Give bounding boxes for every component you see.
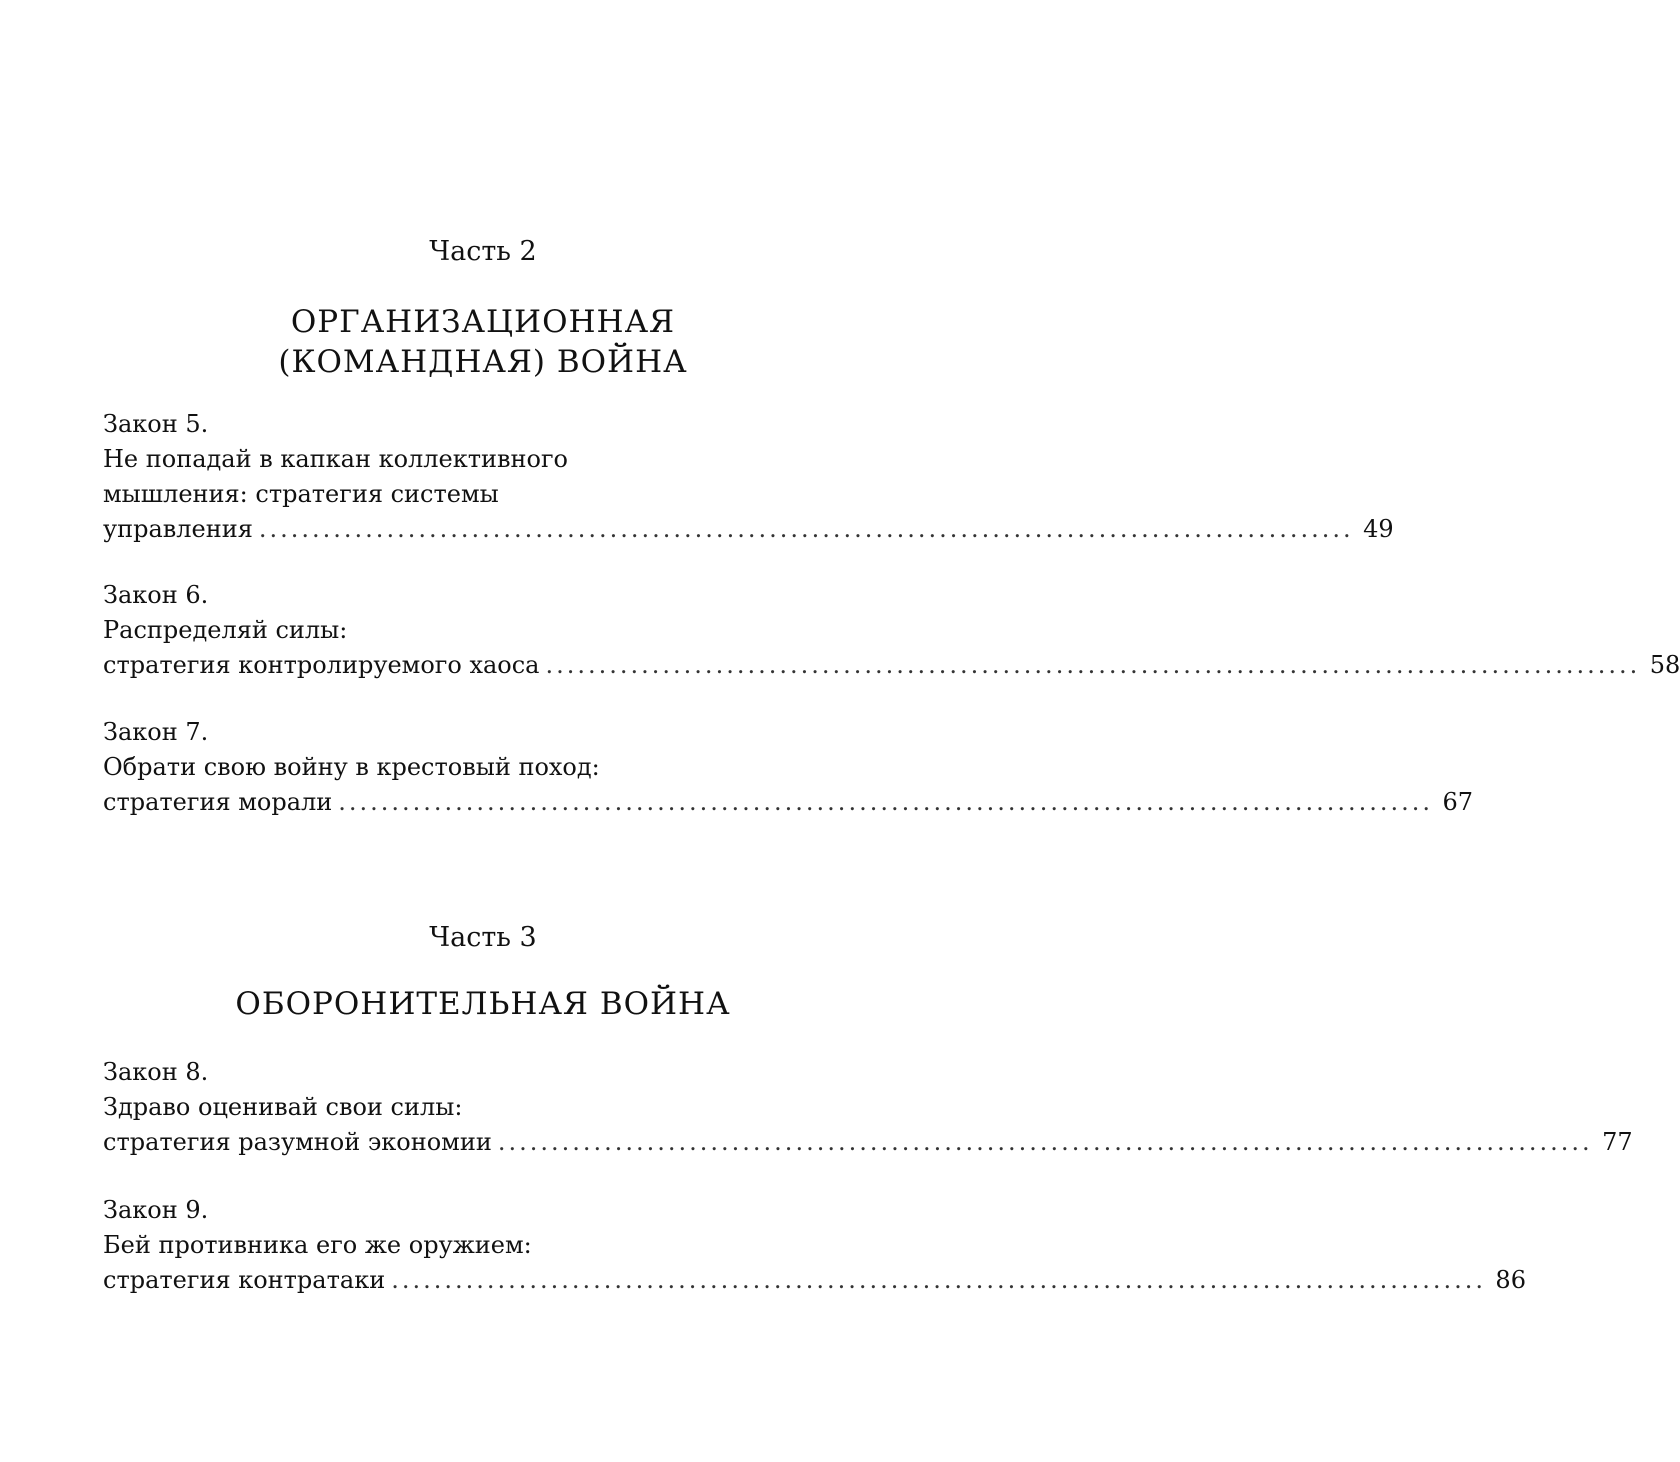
leader-dots: ....................................................................................................... bbox=[497, 1128, 1593, 1156]
entry-last-line bbox=[103, 648, 1680, 683]
entry-title-line: Не попадай в капкан коллективного bbox=[103, 445, 568, 473]
entry-title-line: стратегия контратаки bbox=[103, 1266, 386, 1294]
entry-last-line bbox=[103, 1263, 1526, 1298]
entry-title-line: стратегия разумной экономии bbox=[103, 1128, 492, 1156]
entry-last-line bbox=[103, 785, 1474, 820]
part-2-title bbox=[0, 302, 966, 382]
toc-entry-law-7[interactable] bbox=[103, 715, 1474, 820]
leader-dots: ....................................................................................................... bbox=[391, 1266, 1486, 1294]
entry-title-line: Обрати свою войну в крестовый поход: bbox=[103, 753, 600, 781]
page-number: 86 bbox=[1495, 1266, 1526, 1294]
entry-title-line: Распределяй силы: bbox=[103, 616, 348, 644]
entry-title-line: Здраво оценивай свои силы: bbox=[103, 1093, 463, 1121]
law-number: Закон 7. bbox=[103, 718, 209, 746]
toc-entry-law-5[interactable] bbox=[103, 407, 1394, 547]
entry-title-line: мышления: стратегия системы bbox=[103, 480, 499, 508]
toc-entry-law-8[interactable] bbox=[103, 1055, 1633, 1160]
page-number: 49 bbox=[1363, 515, 1394, 543]
part-label: Часть 2 bbox=[429, 236, 537, 267]
page-number: 67 bbox=[1442, 788, 1474, 816]
law-number: Закон 5. bbox=[103, 410, 209, 438]
leader-dots: ....................................................................................................... bbox=[545, 651, 1641, 679]
law-number: Закон 6. bbox=[103, 581, 209, 609]
entry-title-line: стратегия контролируемого хаоса bbox=[103, 651, 540, 679]
page-number: 77 bbox=[1602, 1128, 1633, 1156]
part-title-line: ОРГАНИЗАЦИОННАЯ bbox=[290, 304, 676, 340]
entry-title-line: Бей противника его же оружием: bbox=[103, 1231, 532, 1259]
law-number: Закон 9. bbox=[103, 1196, 209, 1224]
part-3-heading bbox=[0, 920, 966, 956]
part-3-title bbox=[0, 984, 966, 1024]
toc-entry-law-9[interactable] bbox=[103, 1193, 1526, 1298]
entry-title-line: управления bbox=[103, 515, 253, 543]
part-2-heading bbox=[0, 234, 966, 270]
part-title-line: (КОМАНДНАЯ) ВОЙНА bbox=[278, 344, 688, 380]
part-label: Часть 3 bbox=[429, 922, 537, 953]
entry-last-line bbox=[103, 512, 1394, 547]
part-title-line: ОБОРОНИТЕЛЬНАЯ ВОЙНА bbox=[235, 986, 731, 1022]
leader-dots: ....................................................................................................... bbox=[338, 788, 1434, 816]
page-number: 58 bbox=[1649, 651, 1680, 679]
leader-dots: ....................................................................................................... bbox=[258, 515, 1354, 543]
entry-title-line: стратегия морали bbox=[103, 788, 333, 816]
law-number: Закон 8. bbox=[103, 1058, 209, 1086]
toc-entry-law-6[interactable] bbox=[103, 578, 1680, 683]
entry-last-line bbox=[103, 1125, 1633, 1160]
